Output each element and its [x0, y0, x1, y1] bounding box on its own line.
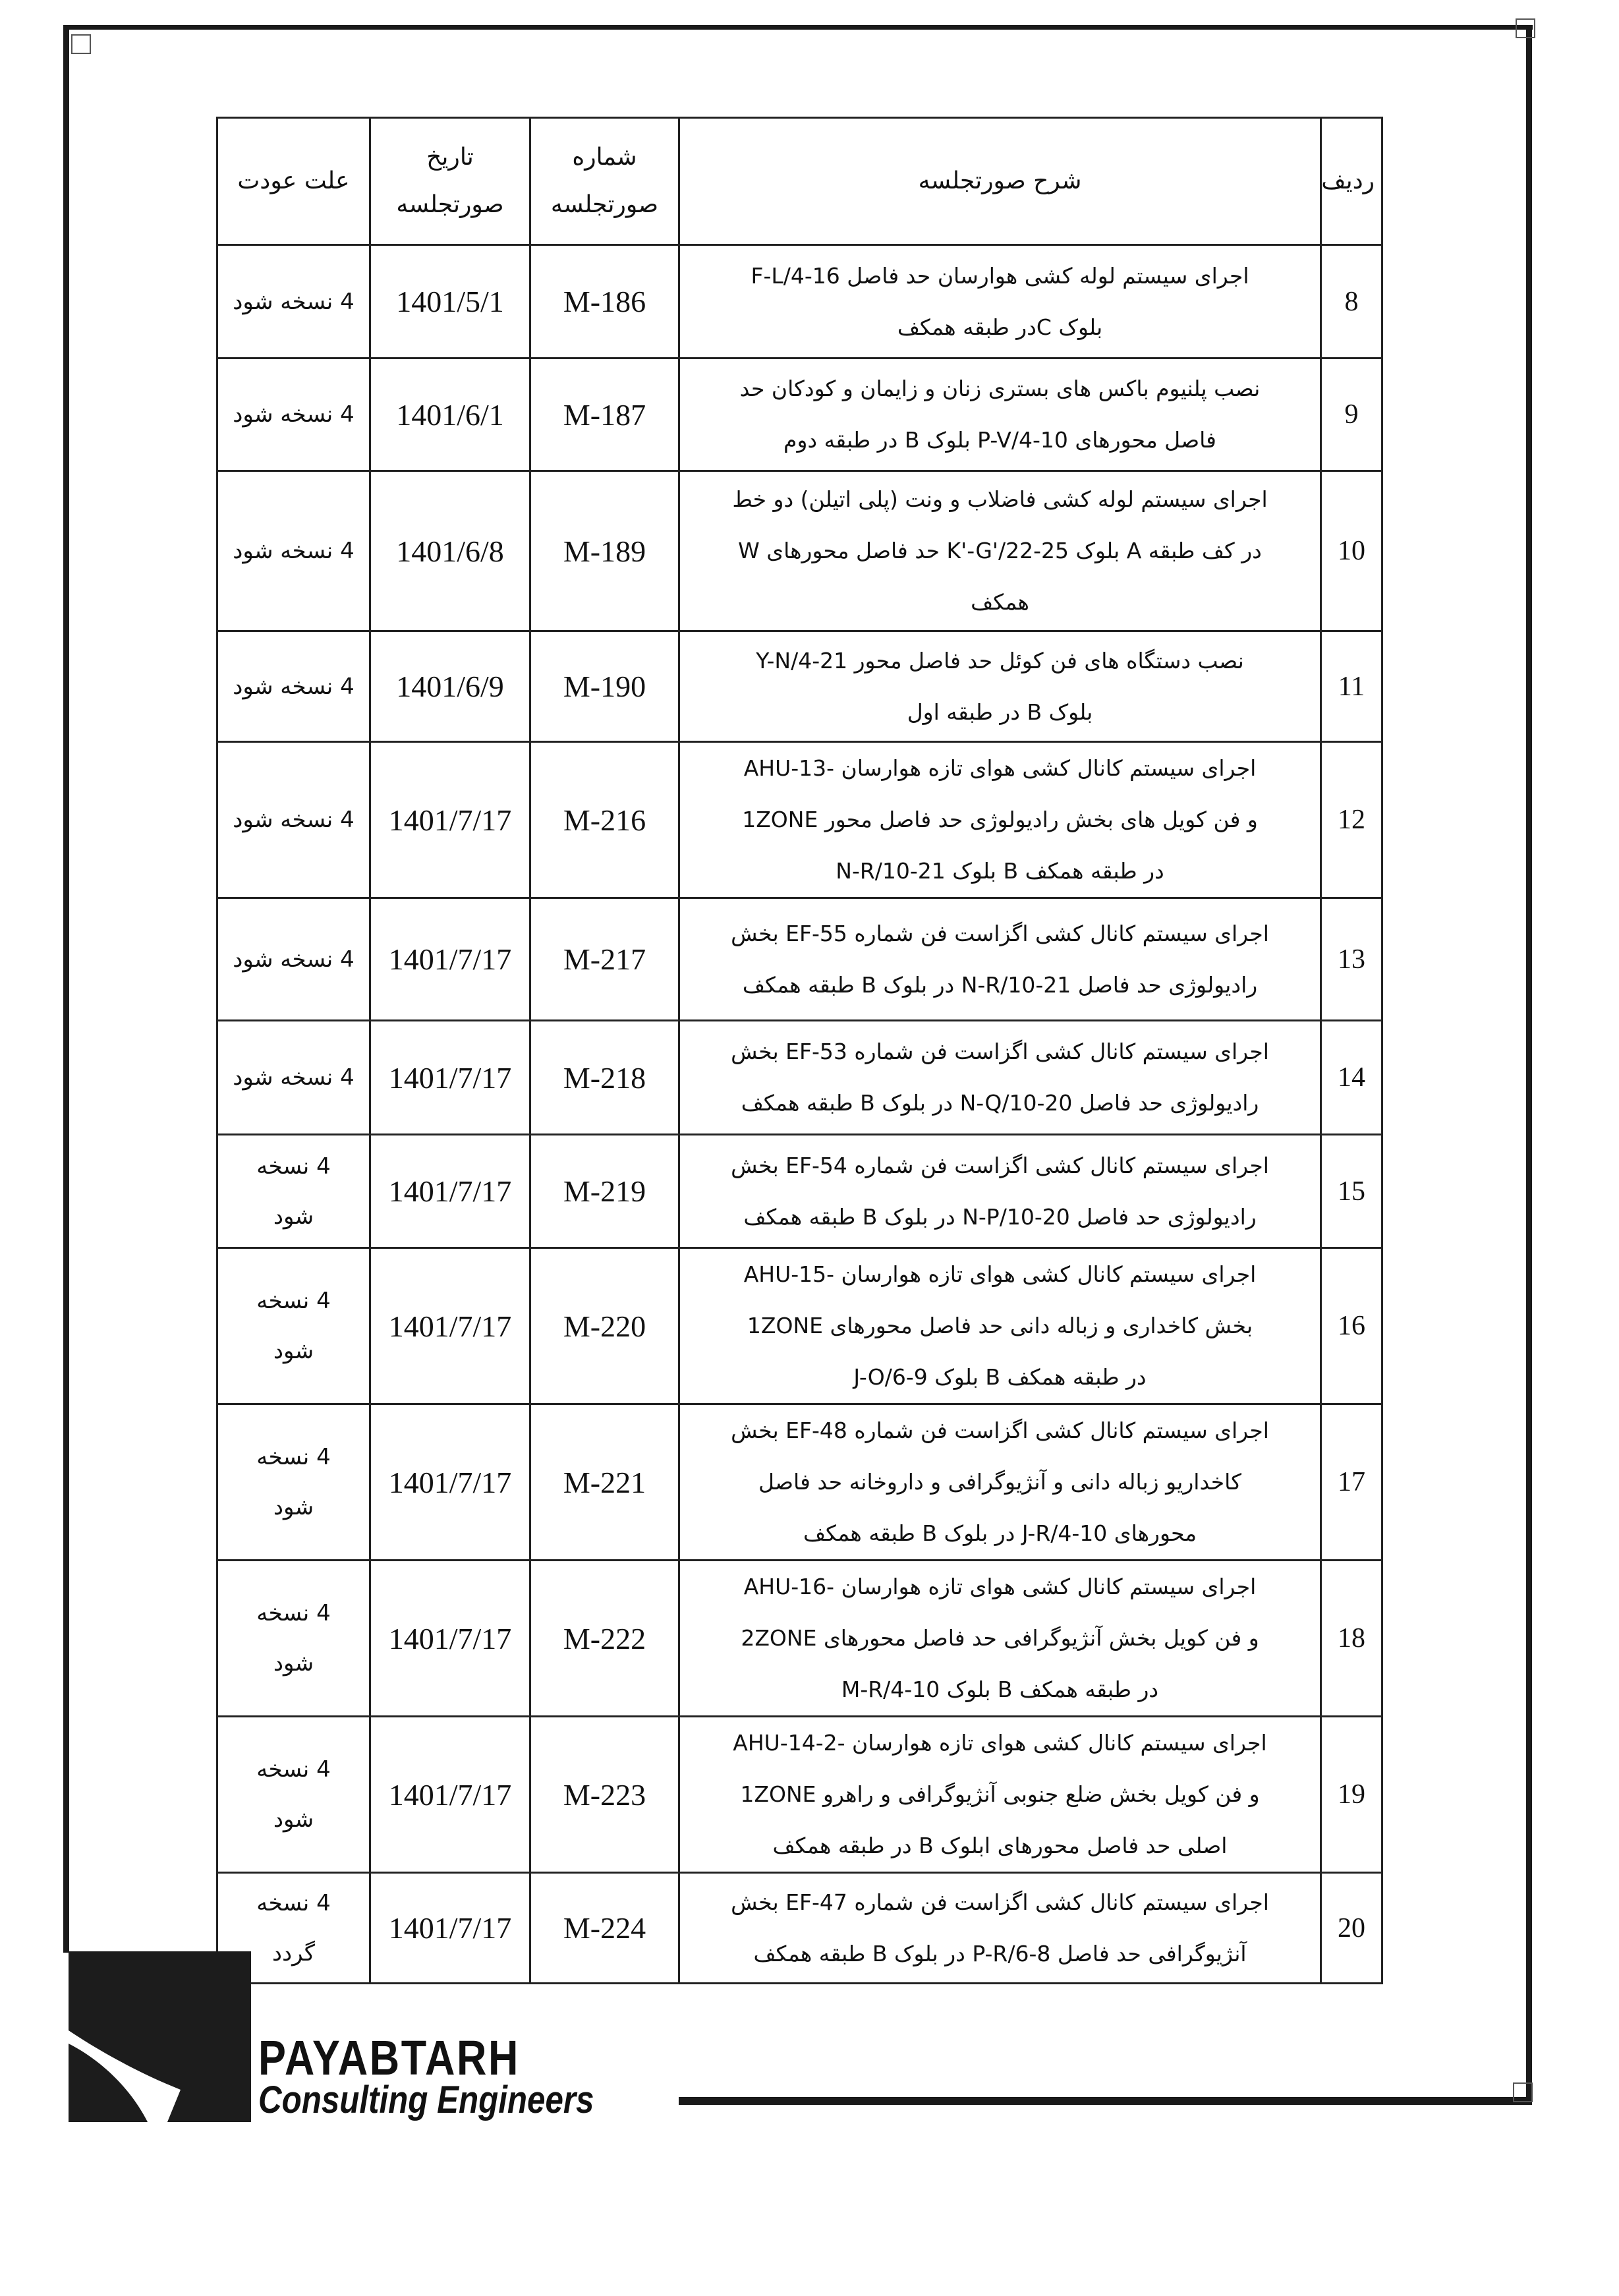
row-description — [679, 898, 1321, 1021]
table-row — [217, 1717, 1382, 1873]
minutes-number: M-216 — [530, 742, 679, 898]
row-number: 13 — [1321, 898, 1382, 1021]
description-line: بلوک Cدر طبقه همکف — [897, 314, 1103, 340]
table-row — [217, 1561, 1382, 1717]
return-reason — [217, 1021, 370, 1135]
minutes-date: 1401/7/17 — [370, 1248, 530, 1404]
minutes-date: 1401/7/17 — [370, 1404, 530, 1561]
header-row-no: ردیف — [1321, 118, 1382, 245]
return-reason — [217, 742, 370, 898]
row-number: 19 — [1321, 1717, 1382, 1873]
description-line: نصب دستگاه های فن کوئل حد فاصل محور Y-N/4-21 — [756, 647, 1244, 674]
description-line: کاخداریو زباله دانی و آنژیوگرافی و داروخانه حد فاصل — [758, 1469, 1241, 1495]
return-reason — [217, 1404, 370, 1561]
return-reason — [217, 359, 370, 471]
minutes-number: M-187 — [530, 359, 679, 471]
description-line: W حد فاصل محورهای K'-G'/22-25 بلوک A در کف طبقه — [738, 538, 1262, 563]
row-number: 11 — [1321, 631, 1382, 742]
reason-line: شود — [273, 1806, 314, 1833]
return-reason — [217, 631, 370, 742]
description-line: بلوک B در طبقه اول — [907, 699, 1093, 725]
page-frame-left — [63, 25, 69, 1953]
reason-line: 4 نسخه شود — [233, 401, 355, 428]
description-line: رادیولوژی حد فاصل N-Q/10-20 در بلوک B طبقه همکف — [741, 1090, 1259, 1116]
reason-line: 4 نسخه — [256, 1756, 331, 1783]
minutes-number: M-217 — [530, 898, 679, 1021]
page-frame-top — [65, 25, 1533, 30]
row-description — [679, 742, 1321, 898]
return-reason — [217, 898, 370, 1021]
reason-line: 4 نسخه — [256, 1444, 331, 1470]
reason-line: 4 نسخه شود — [233, 807, 355, 833]
table-row — [217, 1135, 1382, 1248]
reason-line: 4 نسخه شود — [233, 946, 355, 973]
reason-line: 4 نسخه — [256, 1600, 331, 1626]
description-line: M-R/4-10 بلوک B در طبقه همکف — [841, 1677, 1159, 1702]
description-line: اجرای سیستم کانال کشی اگزاست فن شماره EF-54 بخش — [731, 1152, 1269, 1178]
header-number — [530, 118, 679, 245]
row-number: 20 — [1321, 1873, 1382, 1984]
company-name: PAYABTARH — [258, 2030, 520, 2085]
minutes-number: M-224 — [530, 1873, 679, 1984]
minutes-date: 1401/7/17 — [370, 1873, 530, 1984]
reason-line: گردد — [271, 1939, 316, 1966]
row-number: 9 — [1321, 359, 1382, 471]
minutes-number: M-218 — [530, 1021, 679, 1135]
minutes-number: M-220 — [530, 1248, 679, 1404]
header-date-line1: تاریخ — [426, 144, 474, 171]
header-number-line2: صورتجلسه — [550, 191, 659, 218]
description-line: اجرای سیستم کانال کشی هوای تازه هوارسان -AHU-14-2 — [733, 1730, 1267, 1756]
description-line: اجرای سیستم کانال کشی هوای تازه هوارسان -AHU-13 — [743, 755, 1257, 781]
description-line: N-R/10-21 بلوک B در طبقه همکف — [836, 858, 1164, 884]
row-number: 14 — [1321, 1021, 1382, 1135]
description-line: 1ZONE بخش کاخداری و زباله دانی حد فاصل محورهای — [747, 1313, 1253, 1338]
description-line: اجرای سیستم لوله کشی هوارسان حد فاصل F-L/4-16 — [751, 262, 1249, 289]
minutes-number: M-190 — [530, 631, 679, 742]
description-line: اجرای سیستم کانال کشی هوای تازه هوارسان -AHU-16 — [743, 1574, 1257, 1599]
description-line: اجرای سیستم کانال کشی اگزاست فن شماره EF-55 بخش — [731, 920, 1269, 946]
minutes-date: 1401/6/9 — [370, 631, 530, 742]
page-frame-bottom — [679, 2097, 1532, 2105]
reason-line: شود — [273, 1650, 314, 1677]
table-row — [217, 631, 1382, 742]
reason-line: 4 نسخه شود — [233, 673, 355, 700]
minutes-date: 1401/7/17 — [370, 898, 530, 1021]
table-row — [217, 1404, 1382, 1561]
row-number: 16 — [1321, 1248, 1382, 1404]
row-description — [679, 1248, 1321, 1404]
row-description — [679, 1021, 1321, 1135]
minutes-number: M-186 — [530, 245, 679, 359]
table-row — [217, 742, 1382, 898]
row-number: 10 — [1321, 471, 1382, 631]
reason-line: شود — [273, 1203, 314, 1230]
table-body — [217, 245, 1382, 1984]
reason-line: شود — [273, 1494, 314, 1520]
reason-line: 4 نسخه — [256, 1288, 331, 1314]
reason-line: 4 نسخه — [256, 1153, 331, 1180]
row-description — [679, 471, 1321, 631]
return-reason — [217, 1561, 370, 1717]
minutes-number: M-223 — [530, 1717, 679, 1873]
corner-mark — [71, 34, 91, 54]
description-line: 2ZONE و فن کویل بخش آنژیوگرافی حد فاصل محورهای — [741, 1625, 1259, 1651]
minutes-date: 1401/7/17 — [370, 1561, 530, 1717]
minutes-number: M-189 — [530, 471, 679, 631]
description-line: اجرای سیستم کانال کشی اگزاست فن شماره EF-48 بخش — [731, 1418, 1269, 1443]
corner-mark — [1516, 18, 1535, 38]
description-line: 1ZONE و فن کویل بخش ضلع جنوبی آنژیوگرافی و راهرو — [740, 1781, 1260, 1807]
description-line: اجرای سیستم کانال کشی هوای تازه هوارسان -AHU-15 — [743, 1261, 1257, 1287]
reason-line: 4 نسخه شود — [233, 1064, 355, 1091]
minutes-date: 1401/7/17 — [370, 1021, 530, 1135]
minutes-table — [216, 117, 1383, 1984]
description-line: محورهای J-R/4-10 در بلوک B طبقه همکف — [803, 1520, 1197, 1546]
minutes-date: 1401/7/17 — [370, 1135, 530, 1248]
page-frame-right — [1526, 25, 1532, 2104]
minutes-date: 1401/6/1 — [370, 359, 530, 471]
minutes-date: 1401/7/17 — [370, 742, 530, 898]
description-line: اصلی حد فاصل محورهای ابلوک B در طبقه همکف — [772, 1833, 1228, 1858]
description-line: 1ZONE و فن کویل های بخش رادیولوژی حد فاصل محور — [742, 807, 1258, 832]
row-number: 18 — [1321, 1561, 1382, 1717]
table-row — [217, 471, 1382, 631]
company-subtitle: Consulting Engineers — [258, 2079, 594, 2121]
return-reason — [217, 245, 370, 359]
minutes-date: 1401/7/17 — [370, 1717, 530, 1873]
row-number: 15 — [1321, 1135, 1382, 1248]
minutes-number: M-221 — [530, 1404, 679, 1561]
description-line: اجرای سیستم لوله کشی فاضلاب و ونت (پلی اتیلن) دو خط — [732, 486, 1268, 512]
table-row — [217, 1021, 1382, 1135]
description-line: رادیولوژی حد فاصل N-P/10-20 در بلوک B طبقه همکف — [743, 1203, 1257, 1230]
row-description — [679, 245, 1321, 359]
row-number: 12 — [1321, 742, 1382, 898]
table-row — [217, 359, 1382, 471]
row-description — [679, 359, 1321, 471]
table-row — [217, 898, 1382, 1021]
header-date — [370, 118, 530, 245]
description-line: همکف — [971, 589, 1029, 615]
description-line: فاصل محورهای P-V/4-10 بلوک B در طبقه دوم — [783, 427, 1216, 453]
reason-line: 4 نسخه شود — [233, 538, 355, 564]
header-description: شرح صورتجلسه — [679, 118, 1321, 245]
minutes-number: M-222 — [530, 1561, 679, 1717]
return-reason — [217, 471, 370, 631]
description-line: اجرای سیستم کانال کشی اگزاست فن شماره EF-47 بخش — [731, 1889, 1269, 1915]
return-reason — [217, 1135, 370, 1248]
description-line: اجرای سیستم کانال کشی اگزاست فن شماره EF-53 بخش — [731, 1039, 1269, 1064]
description-line: J-O/6-9 بلوک B در طبقه همکف — [853, 1364, 1147, 1390]
reason-line: شود — [273, 1338, 314, 1364]
header-number-line1: شماره — [572, 144, 637, 171]
return-reason — [217, 1248, 370, 1404]
row-description — [679, 1873, 1321, 1984]
corner-mark — [1513, 2082, 1533, 2102]
table-header-row — [217, 118, 1382, 245]
row-number: 8 — [1321, 245, 1382, 359]
table-row — [217, 245, 1382, 359]
minutes-date: 1401/5/1 — [370, 245, 530, 359]
company-logo-mark — [69, 1951, 251, 2122]
description-line: رادیولوژی حد فاصل N-R/10-21 در بلوک B طبقه همکف — [742, 971, 1258, 998]
reason-line: 4 نسخه — [256, 1889, 331, 1916]
reason-line: 4 نسخه شود — [233, 288, 355, 315]
row-description — [679, 1404, 1321, 1561]
return-reason — [217, 1717, 370, 1873]
row-description — [679, 1135, 1321, 1248]
description-line: نصب پلنیوم باکس های بستری زنان و زایمان و کودکان حد — [739, 376, 1261, 401]
table-row — [217, 1248, 1382, 1404]
row-description — [679, 1561, 1321, 1717]
header-reason: علت عودت — [217, 118, 370, 245]
minutes-number: M-219 — [530, 1135, 679, 1248]
row-description — [679, 1717, 1321, 1873]
logo-swoosh-icon — [69, 1951, 251, 2122]
row-number: 17 — [1321, 1404, 1382, 1561]
minutes-date: 1401/6/8 — [370, 471, 530, 631]
header-date-line2: صورتجلسه — [396, 191, 504, 218]
description-line: آنژیوگرافی حد فاصل P-R/6-8 در بلوک B طبقه همکف — [753, 1940, 1247, 1966]
table-row — [217, 1873, 1382, 1984]
row-description — [679, 631, 1321, 742]
